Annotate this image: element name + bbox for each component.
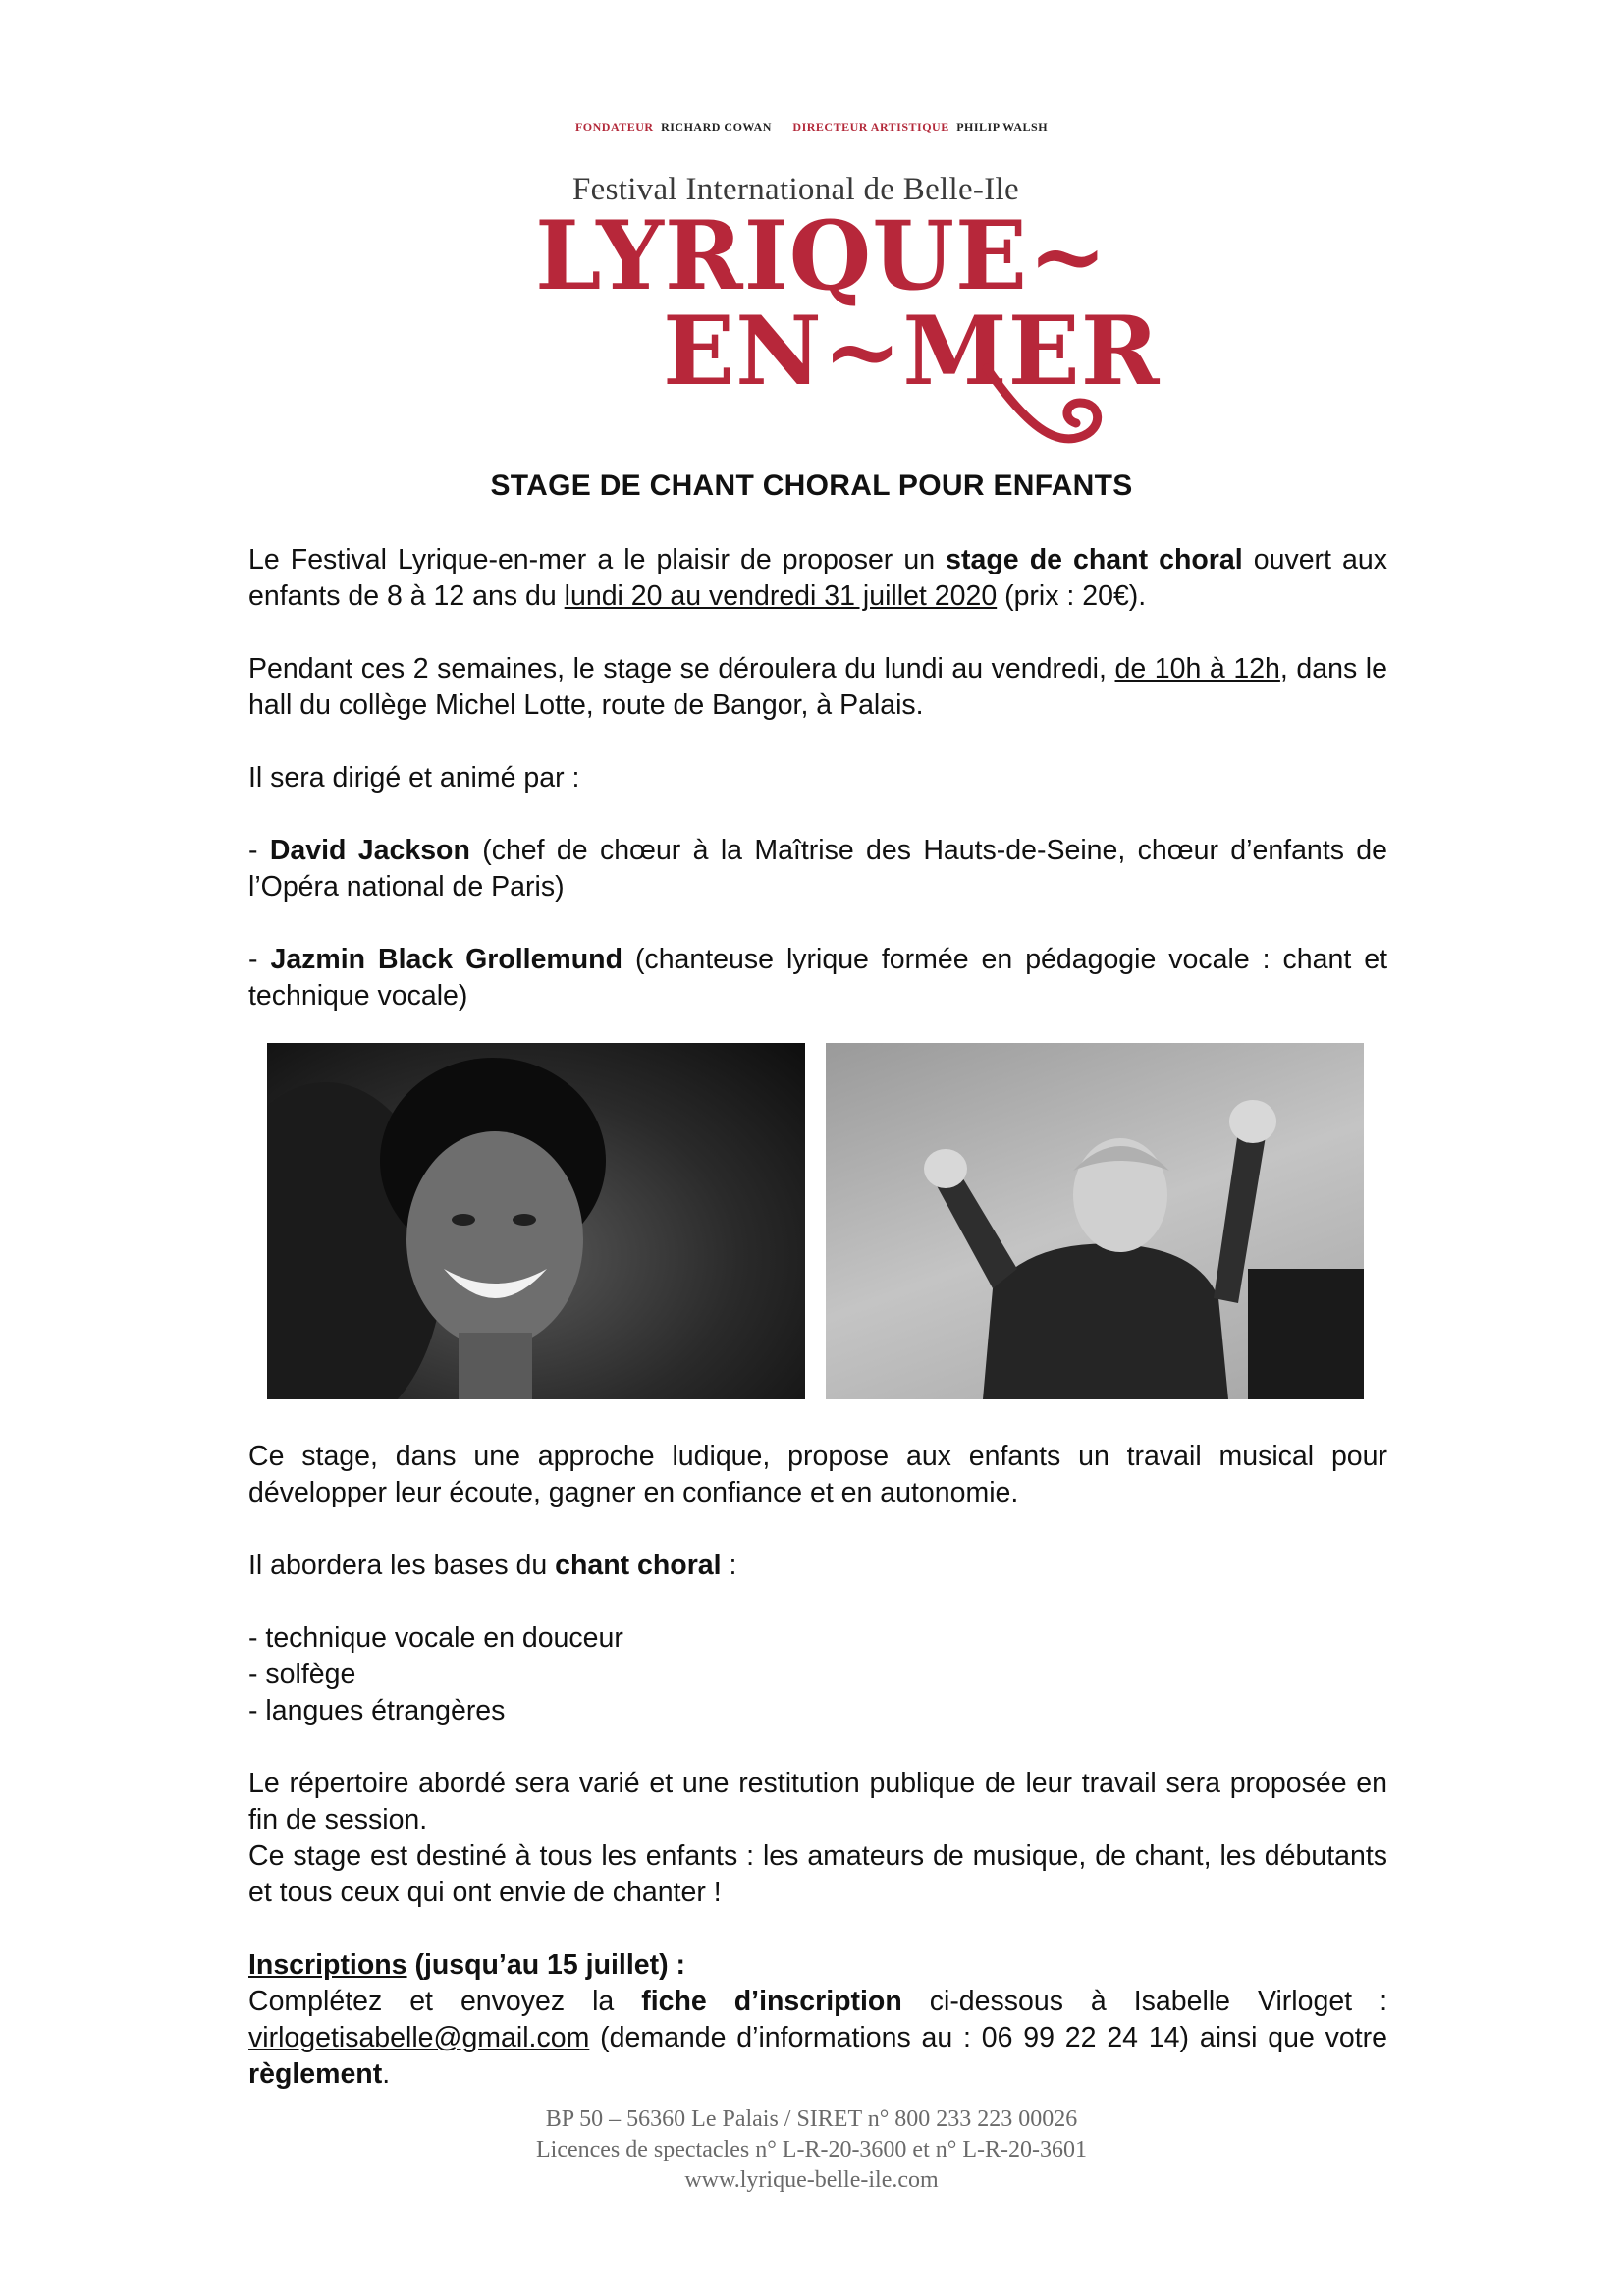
list-item: - langues étrangères (248, 1695, 506, 1726)
repertoire-paragraph: Le répertoire abordé sera varié et une restitution publique de leur travail sera proposée en fin de session. (248, 1768, 1387, 1835)
inscriptions-heading (248, 1947, 1387, 1984)
teacher-david-jackson: - David Jackson (chef de chœur à la Maîtrise des Hauts-de-Seine, chœur d’enfants de l’Opéra national de Paris) (248, 835, 1387, 902)
teacher-jazmin-black-grollemund: - Jazmin Black Grollemund (chanteuse lyrique formée en pédagogie vocale : chant et technique vocale) (248, 944, 1387, 1011)
registration-form-label: fiche d’inscription (641, 1986, 902, 2017)
conductor-illustration (826, 1043, 1364, 1399)
intro-paragraph: Le Festival Lyrique-en-mer a le plaisir de proposer un stage de chant choral ouvert aux enfants de 8 à 12 ans du lundi 20 au vendredi 31 juillet 2020 (prix : 20€). (248, 544, 1387, 612)
chant-choral-label: chant choral (555, 1550, 722, 1581)
bases-paragraph: Il abordera les bases du chant choral : (248, 1550, 737, 1581)
list-item: - technique vocale en douceur (248, 1622, 623, 1654)
stage-label: stage de chant choral (946, 544, 1243, 575)
header-credits (0, 120, 1623, 135)
director-role: DIRECTEUR ARTISTIQUE (792, 120, 949, 134)
logo-line-2: EN~MER (663, 296, 1161, 407)
bases-list (248, 1620, 1387, 1729)
founder-role: FONDATEUR (574, 120, 654, 134)
portrait-illustration (267, 1043, 805, 1399)
dates: lundi 20 au vendredi 31 juillet 2020 (564, 580, 998, 612)
led-by-text: Il sera dirigé et animé par : (248, 762, 580, 793)
email-link[interactable]: virlogetisabelle@gmail.com (248, 2022, 590, 2053)
footer-licences: Licences de spectacles n° L-R-20-3600 et n° L-R-20-3601 (535, 2137, 1087, 2162)
footer-address: BP 50 – 56360 Le Palais / SIRET n° 800 233 223 00026 (545, 2106, 1078, 2132)
teacher-name: David Jackson (269, 835, 470, 866)
teacher-name: Jazmin Black Grollemund (270, 944, 622, 975)
schedule-paragraph: Pendant ces 2 semaines, le stage se déroulera du lundi au vendredi, de 10h à 12h, dans le hall du collège Michel Lotte, route de Bangor, à Palais. (248, 653, 1387, 721)
deadline: (jusqu’au 15 juillet) : (406, 1949, 685, 1981)
photo-david-jackson (826, 1043, 1364, 1399)
hours: de 10h à 12h (1114, 653, 1280, 684)
payment-label: règlement (248, 2058, 383, 2090)
audience-paragraph: Ce stage est destiné à tous les enfants : les amateurs de musique, de chant, les débutants et tous ceux qui ont envie de chanter ! (248, 1840, 1387, 1908)
founder-name: RICHARD COWAN (661, 120, 772, 134)
approach-paragraph: Ce stage, dans une approche ludique, propose aux enfants un travail musical pour développer leur écoute, gagner en confiance et en autonomie. (248, 1441, 1387, 1508)
director-name: PHILIP WALSH (956, 120, 1049, 134)
festival-logo (535, 172, 1161, 452)
inscriptions-paragraph: Complétez et envoyez la fiche d’inscription ci-dessous à Isabelle Virloget : virlogetisabelle@gmail.com (demande d’informations au : 06 99 22 24 14) ainsi que votre règlement. (248, 1986, 1387, 2090)
document-title: STAGE DE CHANT CHORAL POUR ENFANTS (490, 469, 1133, 502)
logo-line-1: LYRIQUE~ (535, 200, 1109, 311)
list-item: - solfège (248, 1659, 356, 1690)
logo-subtitle: Festival International de Belle-Ile (572, 172, 1019, 207)
footer (0, 2105, 1623, 2196)
inscriptions-label: Inscriptions (248, 1949, 407, 1981)
logo-swirl-icon (982, 358, 1109, 457)
photo-jazmin-black-grollemund (267, 1043, 805, 1399)
footer-website[interactable]: www.lyrique-belle-ile.com (684, 2167, 939, 2193)
